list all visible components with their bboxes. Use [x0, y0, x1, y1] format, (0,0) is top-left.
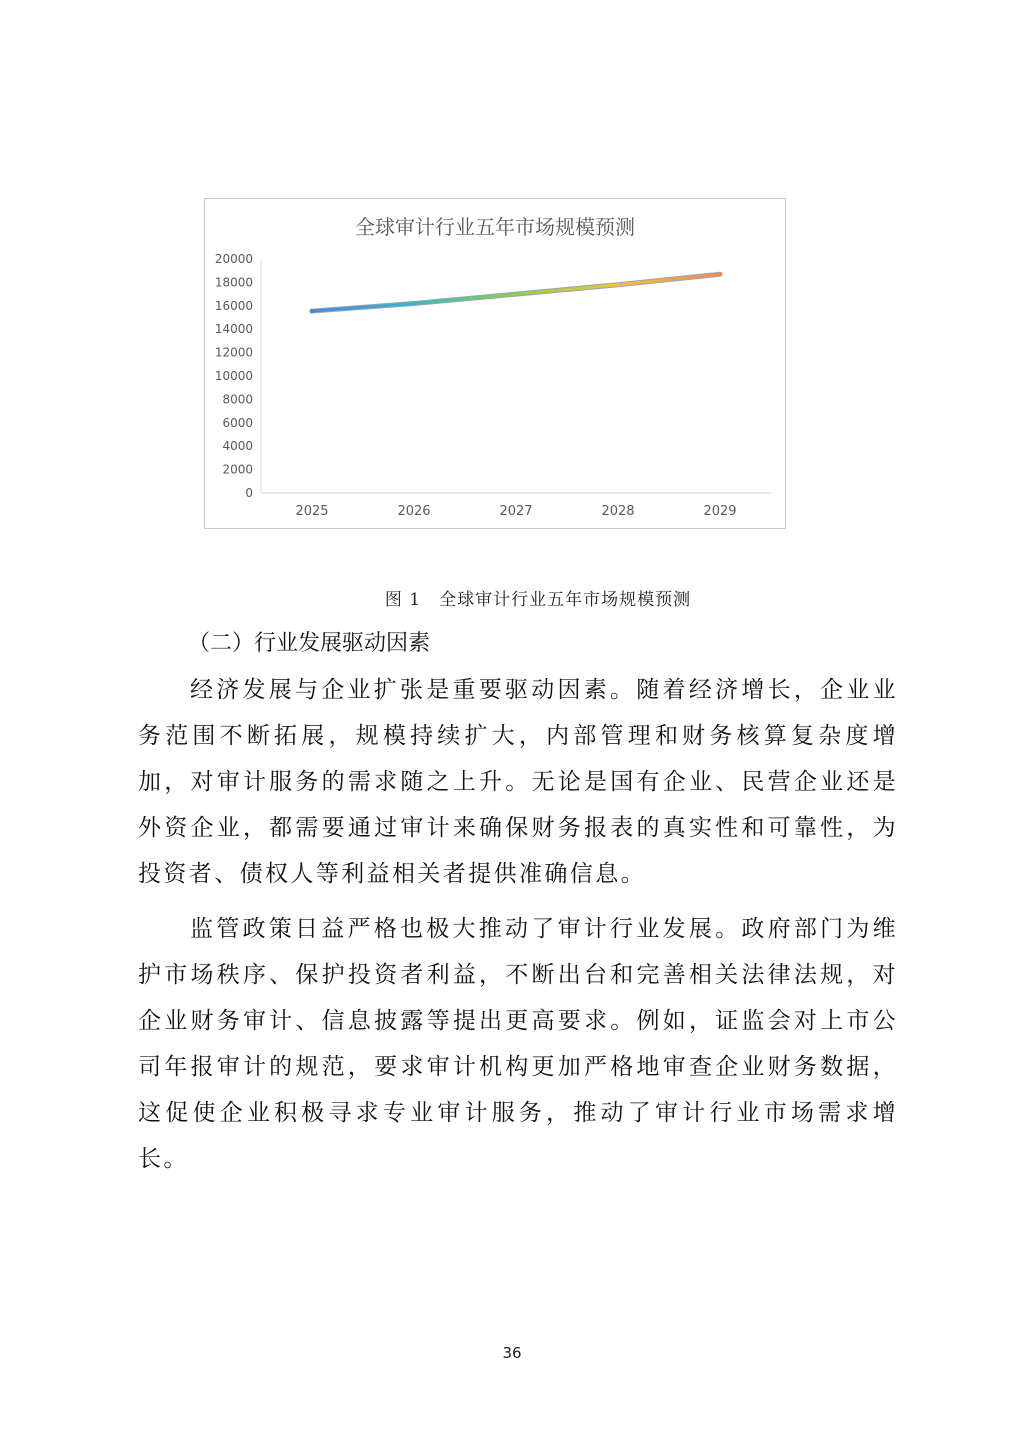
data-point-2026	[412, 301, 416, 305]
page-number: 36	[502, 1344, 522, 1362]
data-point-2029	[718, 272, 722, 276]
data-point-2028	[616, 283, 620, 287]
y-tick-label: 8000	[222, 392, 253, 407]
x-tick-label: 2027	[499, 504, 533, 519]
y-tick-label: 12000	[214, 345, 253, 360]
y-tick-label: 10000	[214, 369, 253, 383]
y-tick-label: 6000	[222, 415, 253, 430]
y-tick-label: 2000	[222, 462, 253, 477]
section-heading: （二）行业发展驱动因素	[188, 631, 431, 656]
x-tick-labels	[295, 504, 736, 519]
chart-title: 全球审计行业五年市场规模预测	[355, 215, 635, 239]
data-point-2025	[310, 309, 314, 313]
series-line-group	[310, 272, 722, 313]
y-tick-label: 18000	[214, 275, 253, 290]
body-paragraph-1: 经济发展与企业扩张是重要驱动因素。随着经济增长，企业业务范围不断拓展，规模持续扩大，内部管理和财务核算复杂度增加，对审计服务的需求随之上升。无论是国有企业、民营企业还是外资企业，都需要通过审计来确保财务报表的真实性和可靠性，为投资者、债权人等利益相关者提供准确信息。	[138, 677, 898, 887]
y-tick-labels	[215, 252, 253, 500]
y-tick-label: 16000	[214, 298, 253, 313]
body-paragraph-2: 监管政策日益严格也极大推动了审计行业发展。政府部门为维护市场秩序、保护投资者利益，不断出台和完善相关法律法规，对企业财务审计、信息披露等提出更高要求。例如，证监会对上市公司年报审计的规范，要求审计机构更加严格地审查企业财务数据，这促使企业积极寻求专业审计服务，推动了审计行业市场需求增长。	[138, 916, 898, 1172]
x-tick-label: 2026	[397, 504, 431, 519]
x-tick-label: 2025	[295, 504, 329, 519]
figure-caption: 图 1 全球审计行业五年市场规模预测	[384, 590, 692, 610]
y-tick-label: 0	[245, 486, 253, 500]
x-tick-label: 2029	[703, 504, 737, 519]
x-tick-label: 2028	[601, 504, 635, 519]
y-tick-label: 20000	[214, 252, 253, 266]
chart-plot-area	[205, 199, 787, 530]
data-point-2027	[514, 292, 518, 296]
y-tick-label: 14000	[214, 322, 253, 337]
y-tick-label: 4000	[222, 439, 253, 454]
market-size-chart	[204, 198, 786, 529]
